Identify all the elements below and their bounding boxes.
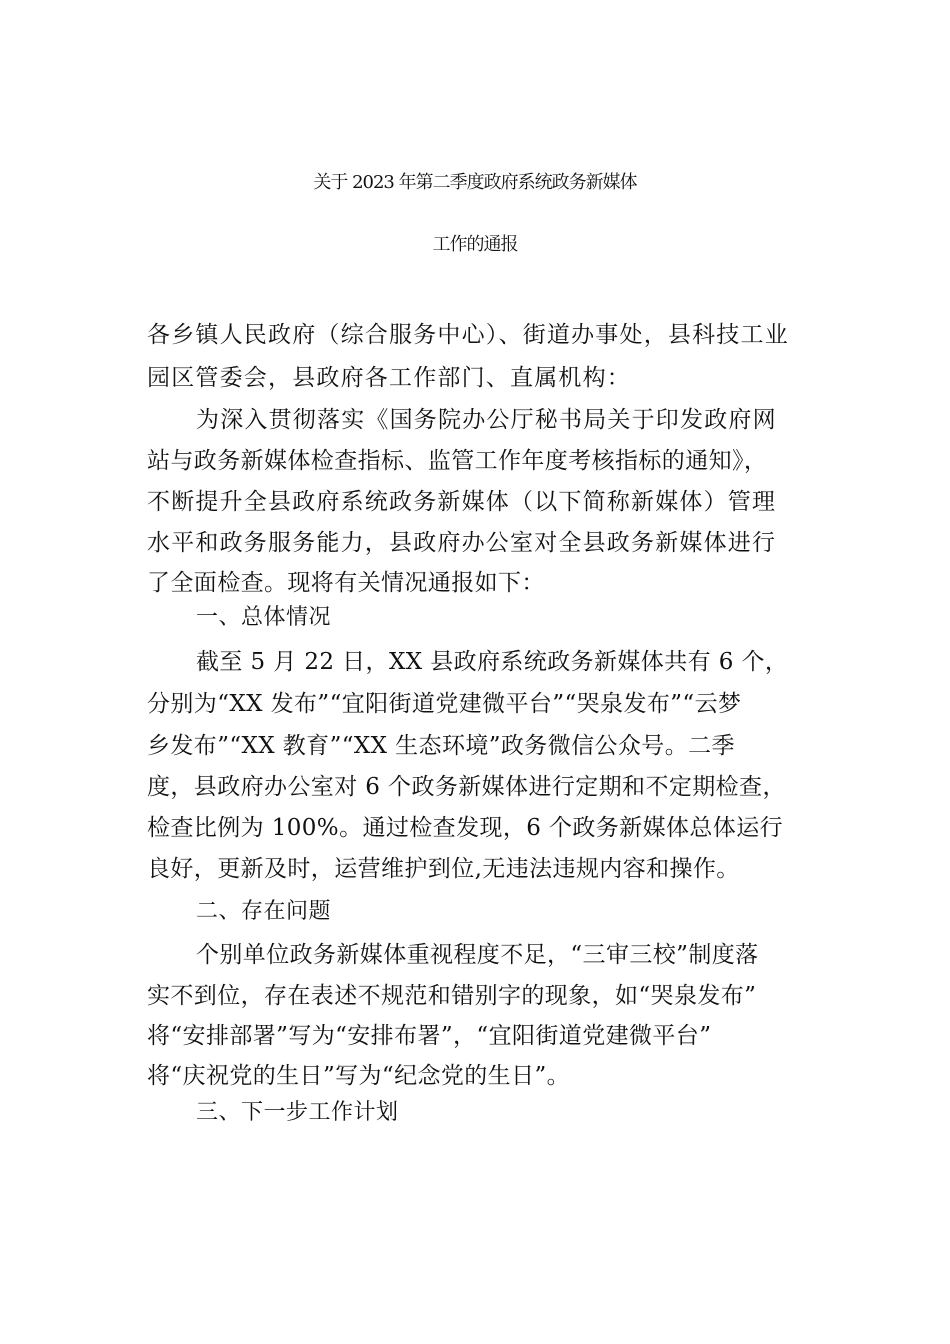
- section-1-line-5: 检查比例为 100%。通过检查发现，6 个政务新媒体总体运行: [147, 815, 784, 841]
- section-1-line-1: 截至 5 月 22 日，XX 县政府系统政务新媒体共有 6 个，: [196, 649, 789, 675]
- section-1-line-2: 分别为“XX 发布”“宜阳街道党建微平台”“哭泉发布”“云梦: [147, 691, 742, 717]
- section-2-heading: 二、存在问题: [196, 899, 332, 924]
- section-1-line-6: 良好，更新及时，运营维护到位,无违法违规内容和操作。: [147, 856, 740, 882]
- section-1-heading: 一、总体情况: [196, 605, 332, 630]
- intro-line-5: 了全面检查。现将有关情况通报如下：: [147, 570, 545, 596]
- section-2-line-2: 实不到位，存在表述不规范和错别字的现象，如“哭泉发布”: [147, 983, 757, 1009]
- section-2-line-3: 将“安排部署”写为“安排布署”，“宜阳街道党建微平台”: [147, 1023, 712, 1049]
- intro-line-4: 水平和政务服务能力，县政府办公室对全县政务新媒体进行: [147, 530, 777, 556]
- document-title-line-2: 工作的通报: [432, 234, 518, 255]
- salutation-line-2: 园区管委会，县政府各工作部门、直属机构：: [147, 365, 631, 391]
- section-3-heading: 三、下一步工作计划: [196, 1100, 399, 1125]
- intro-line-3: 不断提升全县政府系统政务新媒体（以下简称新媒体）管理: [147, 489, 777, 515]
- section-2-line-4: 将“庆祝党的生日”写为“纪念党的生日”。: [147, 1063, 571, 1089]
- section-1-line-4: 度，县政府办公室对 6 个政务新媒体进行定期和不定期检查，: [147, 774, 786, 800]
- salutation-line-1: 各乡镇人民政府（综合服务中心）、街道办事处，县科技工业: [147, 322, 789, 348]
- intro-line-1: 为深入贯彻落实《国务院办公厅秘书局关于印发政府网: [196, 407, 777, 433]
- section-2-line-1: 个别单位政务新媒体重视程度不足，“三审三校”制度落: [196, 942, 759, 968]
- intro-line-2: 站与政务新媒体检查指标、监管工作年度考核指标的通知》，: [147, 448, 768, 474]
- section-1-line-3: 乡发布”“XX 教育”“XX 生态环境”政务微信公众号。二季: [147, 733, 735, 759]
- document-title-line-1: 关于 2023 年第二季度政府系统政务新媒体: [313, 172, 637, 193]
